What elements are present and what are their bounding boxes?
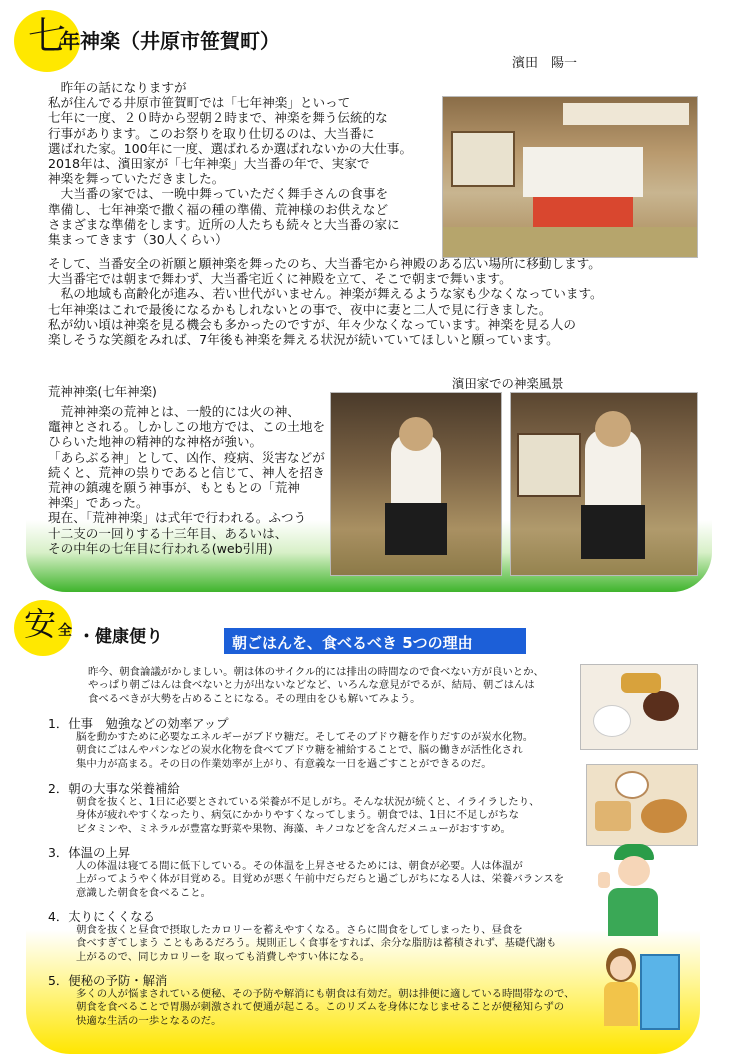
offerings [533,197,633,227]
reason-title: 2．朝の大事な栄養補給 [48,781,180,796]
text-line: 七年神楽はこれで最後になるかもしれないとの事で、夜中に妻と二人で見に行きました。 [48,301,552,317]
reason-body [76,731,533,771]
altar-photo [442,96,698,258]
text-line: 荒神の鎮魂を願う神事が、もともとの「荒神 [48,480,300,496]
text-line: 意識した朝食を食べること。 [76,886,212,899]
text-line: 脳を動かすために必要なエネルギーがブドウ糖だ。そしてそのブドウ糖を作りだすのが炭水化物。 [76,731,534,743]
text-line: ひらいた地神の精神的な神格が強い。 [48,434,263,450]
body-paragraph [48,256,603,347]
blouse [604,982,638,1026]
reason-body [76,860,564,900]
text-line: 神楽」であった。 [48,495,149,511]
page-title: 年神楽（井原市笹賀町） [60,29,280,53]
rice-bowl [593,705,631,737]
text-line: 七年に一度、２０時から翌朝２時まで、神楽を舞う伝統的な [48,110,388,126]
text-line: 食べるべきが大勢を占めることになる。その理由をひも解いてみよう。 [88,692,421,705]
text-line: 朝食にごはんやパンなどの炭水化物を食べてブドウ糖を補給することで、脳の働きが活性化され [76,744,523,757]
reason-body [76,796,539,836]
author-name: 濱田 陽一 [512,56,578,71]
shoji-window [451,131,515,187]
health-initial: 安 [24,605,57,643]
text-line: 快適な生活の一歩となるのだ。 [76,1014,222,1027]
text-line: 上がるので、同じカロリーを 取っても消費しやすい体になる。 [76,950,371,963]
text-line: 昨今、朝食論議がかしましい。朝は体のサイクル的には排出の時間なので食べない方が良いとか、 [88,666,544,678]
tatami-floor [443,227,697,257]
text-line: 集まってきます（30人くらい） [48,232,228,248]
text-line: 神楽を舞っていただきました。 [48,171,225,187]
kojin-paragraph [48,404,325,556]
text-line: 私の地域も高齢化が進み、若い世代がいません。神楽が舞えるような家も少なくなっています。 [48,286,603,302]
pointing-hand [598,872,610,888]
text-line: 多くの人が悩まされている便秘、その予防や解消にも朝食は有効だ。朝は排便に適している時間帯なので、 [76,988,575,1000]
text-line: 朝食を食べることで胃腸が刺激されて便通が起こる。このリズムを身体になじませることが便秘知らずの [76,1001,565,1014]
side-dish [621,673,661,693]
text-line: ビタミンや、ミネラルが豊富な野菜や果物、海藻、キノコなどを含んだメニューがおすすめ。 [76,822,511,835]
title-initial: 七 [28,14,67,58]
text-line: 私が住んでる井原市笹賀町では「七年神楽」といって [48,95,351,111]
text-line: 楽しそうな笑顔をみれば、7年後も神楽を舞える状況が続いていてほしいと願っています。 [48,332,559,348]
text-line: 人の体温は寝てる間に低下している。その体温を上昇させるためには、朝食が必要。人は体温が [76,860,523,872]
shoji-window [517,433,581,497]
wall-scroll [563,103,689,125]
photo-caption: 濱田家での神楽風景 [452,376,564,391]
coffee-cup [615,771,649,799]
dancer-hakama [581,505,645,559]
dance-photo-right [510,392,698,576]
uniform [608,888,658,936]
health-intro [88,666,544,706]
text-line: 2018年は、濱田家が「七年神楽」大当番の年で、実家で [48,156,370,172]
text-line: 私が幼い頃は神楽を見る機会も多かったのですが、年々少なくなっています。神楽を見る人の [48,316,576,332]
dancer-mask [595,411,631,447]
face [618,856,650,886]
breakfast-photo-western [586,764,698,846]
health-title: ・健康便り [78,627,163,647]
reason-title: 3．体温の上昇 [48,845,131,860]
reason-title: 4．太りにくくなる [48,909,156,924]
text-line: さまざまな準備をします。近所の人たちも続々と大当番の家に [48,216,400,232]
dancer-mask [399,417,433,451]
woman-illustration [600,944,680,1028]
text-line: 選ばれた家。100年に一度、選ばれるか選ばれないかの大仕事。 [48,140,413,156]
kojin-title: 荒神神楽(七年神楽) [48,384,157,399]
breakfast-photo-japanese [580,664,698,750]
text-line: 竈神とされる。しかしこの地方では、この土地を [48,419,326,435]
text-line: 現在、「荒神神楽」は式年で行われる。ふつう [48,510,307,526]
health-small-char: 全 [58,623,72,639]
text-line: 上がってようやく体が目覚める。目覚めが悪く午前中だらだらと過ごしがちになる人は、栄養バランスを [76,873,565,886]
banner-text: 朝ごはんを、食べるべき 5つの理由 [232,634,473,652]
text-line: 集中力が高まる。その日の作業効率が上がり、有意義な一日を過ごすことができるのだ。 [76,757,492,770]
dancer-hakama [385,503,447,555]
text-line: 食べすぎてしまう こともあるだろう。規則正しく食事をすれば、余分な脂肪は蓄積されず、基礎代謝も [76,937,557,950]
text-line: そして、当番安全の祈願と願神楽を舞ったのち、大当番宅から神殿のある広い場所に移動します。 [48,256,601,271]
man-illustration [598,842,670,938]
text-line: 身体が疲れやすくなったり、病気にかかりやすくなってしまう。朝食では、1日に不足しがちな [76,809,520,822]
text-line: やっぱり朝ごはんは食べないと力が出ないなどなど、いろんな意見がでるが、結局、朝ごはんは [88,679,535,692]
soup-bowl [643,691,679,721]
text-line: 十二支の一回りする十三年目、あるいは、 [48,525,288,541]
text-line: 準備し、七年神楽で撒く福の種の準備、荒神様のお供えなど [48,201,389,217]
altar-decoration [523,147,643,197]
reason-body [76,988,575,1028]
text-line: 昨年の話になりますが [48,80,187,95]
toast [595,801,631,831]
reason-title: 1．仕事 勉強などの効率アップ [48,716,229,731]
text-line: 朝食を抜くと、1日に必要とされている栄養が不足しがち。そんな状況が続くと、イライラしたり、 [76,796,540,808]
text-line: 「あらぶる神」として、凶作、疫病、災害などが [48,449,325,465]
dance-photo-left [330,392,502,576]
text-line: 荒神神楽の荒神とは、一般的には火の神、 [48,404,300,419]
reason-title: 5．便秘の予防・解消 [48,973,168,988]
intro-paragraph [48,80,412,247]
reason-body [76,924,556,964]
door [640,954,680,1030]
text-line: 朝食を抜くと昼食で摂取したカロリーを蓄えやすくなる。さらに間食をしてしまったり、昼食を [76,924,523,936]
text-line: 続くと、荒神の祟りであると信じて、神人を招き [48,464,325,480]
pancakes [641,799,687,833]
face [610,956,632,980]
text-line: 大当番宅では朝まで舞わず、大当番宅近くに神殿を立て、そこで朝まで舞います。 [48,271,512,287]
text-line: 行事があります。このお祭りを取り仕切るのは、大当番に [48,125,375,141]
text-line: 大当番の家では、一晩中舞っていただく舞手さんの食事を [48,186,389,202]
text-line: その中年の七年目に行われる(web引用) [48,540,273,556]
